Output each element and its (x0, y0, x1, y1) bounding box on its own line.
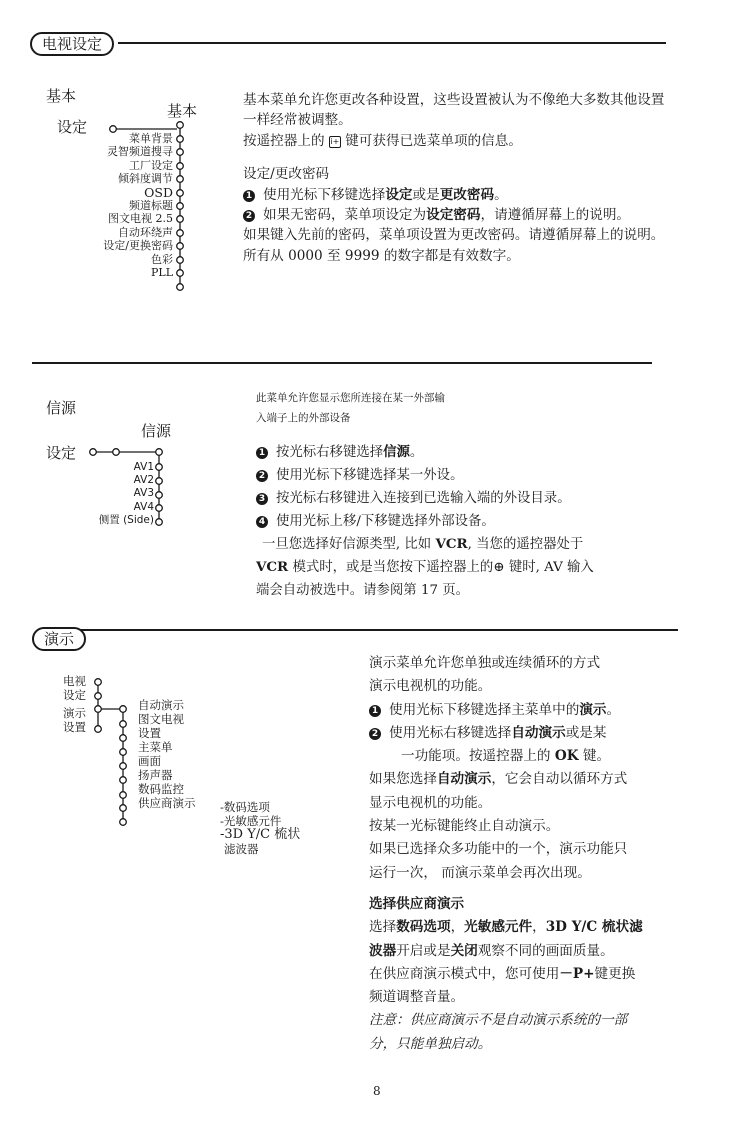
section-divider-tv (118, 42, 666, 44)
step-number-icon: 2 (243, 210, 255, 222)
source-heading: 信源 (46, 399, 77, 417)
menu-item: 频道标题 (129, 199, 173, 213)
menu-item: -数码选项 (220, 800, 270, 814)
menu-item: 扬声器 (138, 768, 173, 782)
menu-item: AV2 (133, 474, 154, 487)
menu-item: 自动演示 (138, 698, 184, 712)
basic-heading: 基本 (46, 87, 77, 105)
source-steps: 1 按光标右移键选择信源。 2 使用光标下移键选择某一外设。 3 按光标右移键进入连接到已选输入端的外设目录。 4 使用光标上移/下移键选择外部设备。 一旦您选择好信源类型, 比如 VCR, 当您的遥控器处于 VCR 模式时，或是当您按下遥控器上的⊕ 键时, AV 输入 端会自动被选中。请参阅第 17 页。 (256, 444, 594, 598)
note: 注意：供应商演示不是自动演示系统的一部 (369, 1012, 628, 1029)
section-tab-demo: 演示 (32, 627, 86, 651)
step-number-icon: 1 (243, 190, 255, 202)
menu-item: AV3 (133, 487, 154, 500)
section-divider-demo (80, 629, 678, 631)
menu-item: 图文电视 (138, 712, 184, 726)
menu-item: 色彩 (151, 252, 173, 266)
page-number: 8 (373, 1084, 381, 1098)
demo-tv-label: 电视 设定 (63, 674, 86, 702)
menu-item: 工厂设定 (129, 158, 173, 172)
menu-item: 灵智频道搜寻 (107, 145, 173, 159)
source-menu-list (34, 461, 154, 527)
menu-item: PLL (150, 266, 173, 280)
demo-menu-tree (0, 0, 1, 1)
basic-description: 基本菜单允许您更改各种设置，这些设置被认为不像绝大多数其他设置 一样经常被调整。 按遥控器上的 i+ 键可获得已选菜单项的信息。 设定/更改密码 1 使用光标下移键选择设定或是更改密码。 2 如果无密码，菜单项设定为设定密码，请遵循屏幕上的说明。 如果键入先前的密码，菜单项设置为更改密码。请遵循屏幕上的说明。 所有从 0000 至 9999 的数字都是有效数字。 (243, 90, 743, 266)
basic-root-label: 设定 (57, 118, 88, 136)
demo-label: 演示 设置 (63, 706, 86, 734)
menu-item: 滤波器 (224, 842, 259, 856)
menu-item: -3D Y/C 梳状 (220, 827, 301, 842)
step-number-icon: 3 (256, 493, 268, 505)
step-number-icon: 2 (256, 470, 268, 482)
menu-item: 设定/更换密码 (103, 239, 173, 253)
menu-item: AV4 (133, 500, 154, 513)
info-key-icon: i+ (330, 136, 340, 146)
step-number-icon: 1 (256, 447, 268, 459)
demo-description: 演示菜单允许您单独或连续循环的方式 演示电视机的功能。 1 使用光标下移键选择主菜单中的演示。 2 使用光标右移键选择自动演示或是某 一功能项。按遥控器上的 OK 键。 如果您选择自动演示，它会自动以循环方式 显示电视机的功能。 按某一光标键能终止自动演示。 如果已选择众多功能中的一个，演示功能只 运行一次， 而演示菜单会再次出现。 选择供应商演示 选择数码选项，光敏感元件，3D Y/C 梳状滤 波器开启或是关闭观察不同的画面质量。 在供应商演示模式中，您可使用－P+键更换 频道调整音量。 注意：供应商演示不是自动演示系统的一部 分，只能单独启动。 (369, 652, 699, 1056)
av-key-icon: ⊕ (493, 560, 505, 575)
section-tab-tv-settings: 电视设定 (30, 32, 114, 56)
dealer-demo-heading: 选择供应商演示 (369, 895, 465, 912)
menu-item: 自动环绕声 (118, 225, 173, 239)
menu-item: 侧置 (Side) (98, 513, 154, 526)
menu-item: 主菜单 (138, 740, 173, 754)
menu-item: 画面 (138, 754, 161, 768)
menu-item: AV1 (133, 461, 154, 473)
menu-item: 菜单背景 (129, 132, 173, 145)
source-root-label: 设定 (46, 444, 77, 462)
step-number-icon: 1 (369, 705, 381, 717)
basic-menu-list (33, 132, 173, 279)
section-divider-source (32, 362, 652, 364)
menu-item: 图文电视 2.5 (108, 212, 173, 226)
step-number-icon: 4 (256, 516, 268, 528)
source-intro: 此菜单允许您显示您所连接在某一外部输 入端子上的外部设备 (256, 392, 445, 424)
step-number-icon: 2 (369, 728, 381, 740)
menu-item: -光敏感元件 (220, 814, 282, 828)
password-subheading: 设定/更改密码 (243, 166, 330, 183)
menu-item: 数码监控 (138, 782, 184, 796)
menu-item: 倾斜度调节 (118, 172, 173, 186)
source-menu-title: 信源 (141, 422, 172, 440)
dealer-demo-sublist (220, 800, 300, 856)
menu-item: OSD (144, 184, 173, 200)
menu-item: 设置 (138, 726, 161, 740)
demo-menu-list (138, 698, 196, 810)
menu-item: 供应商演示 (138, 796, 196, 810)
basic-menu-title: 基本 (167, 102, 198, 120)
